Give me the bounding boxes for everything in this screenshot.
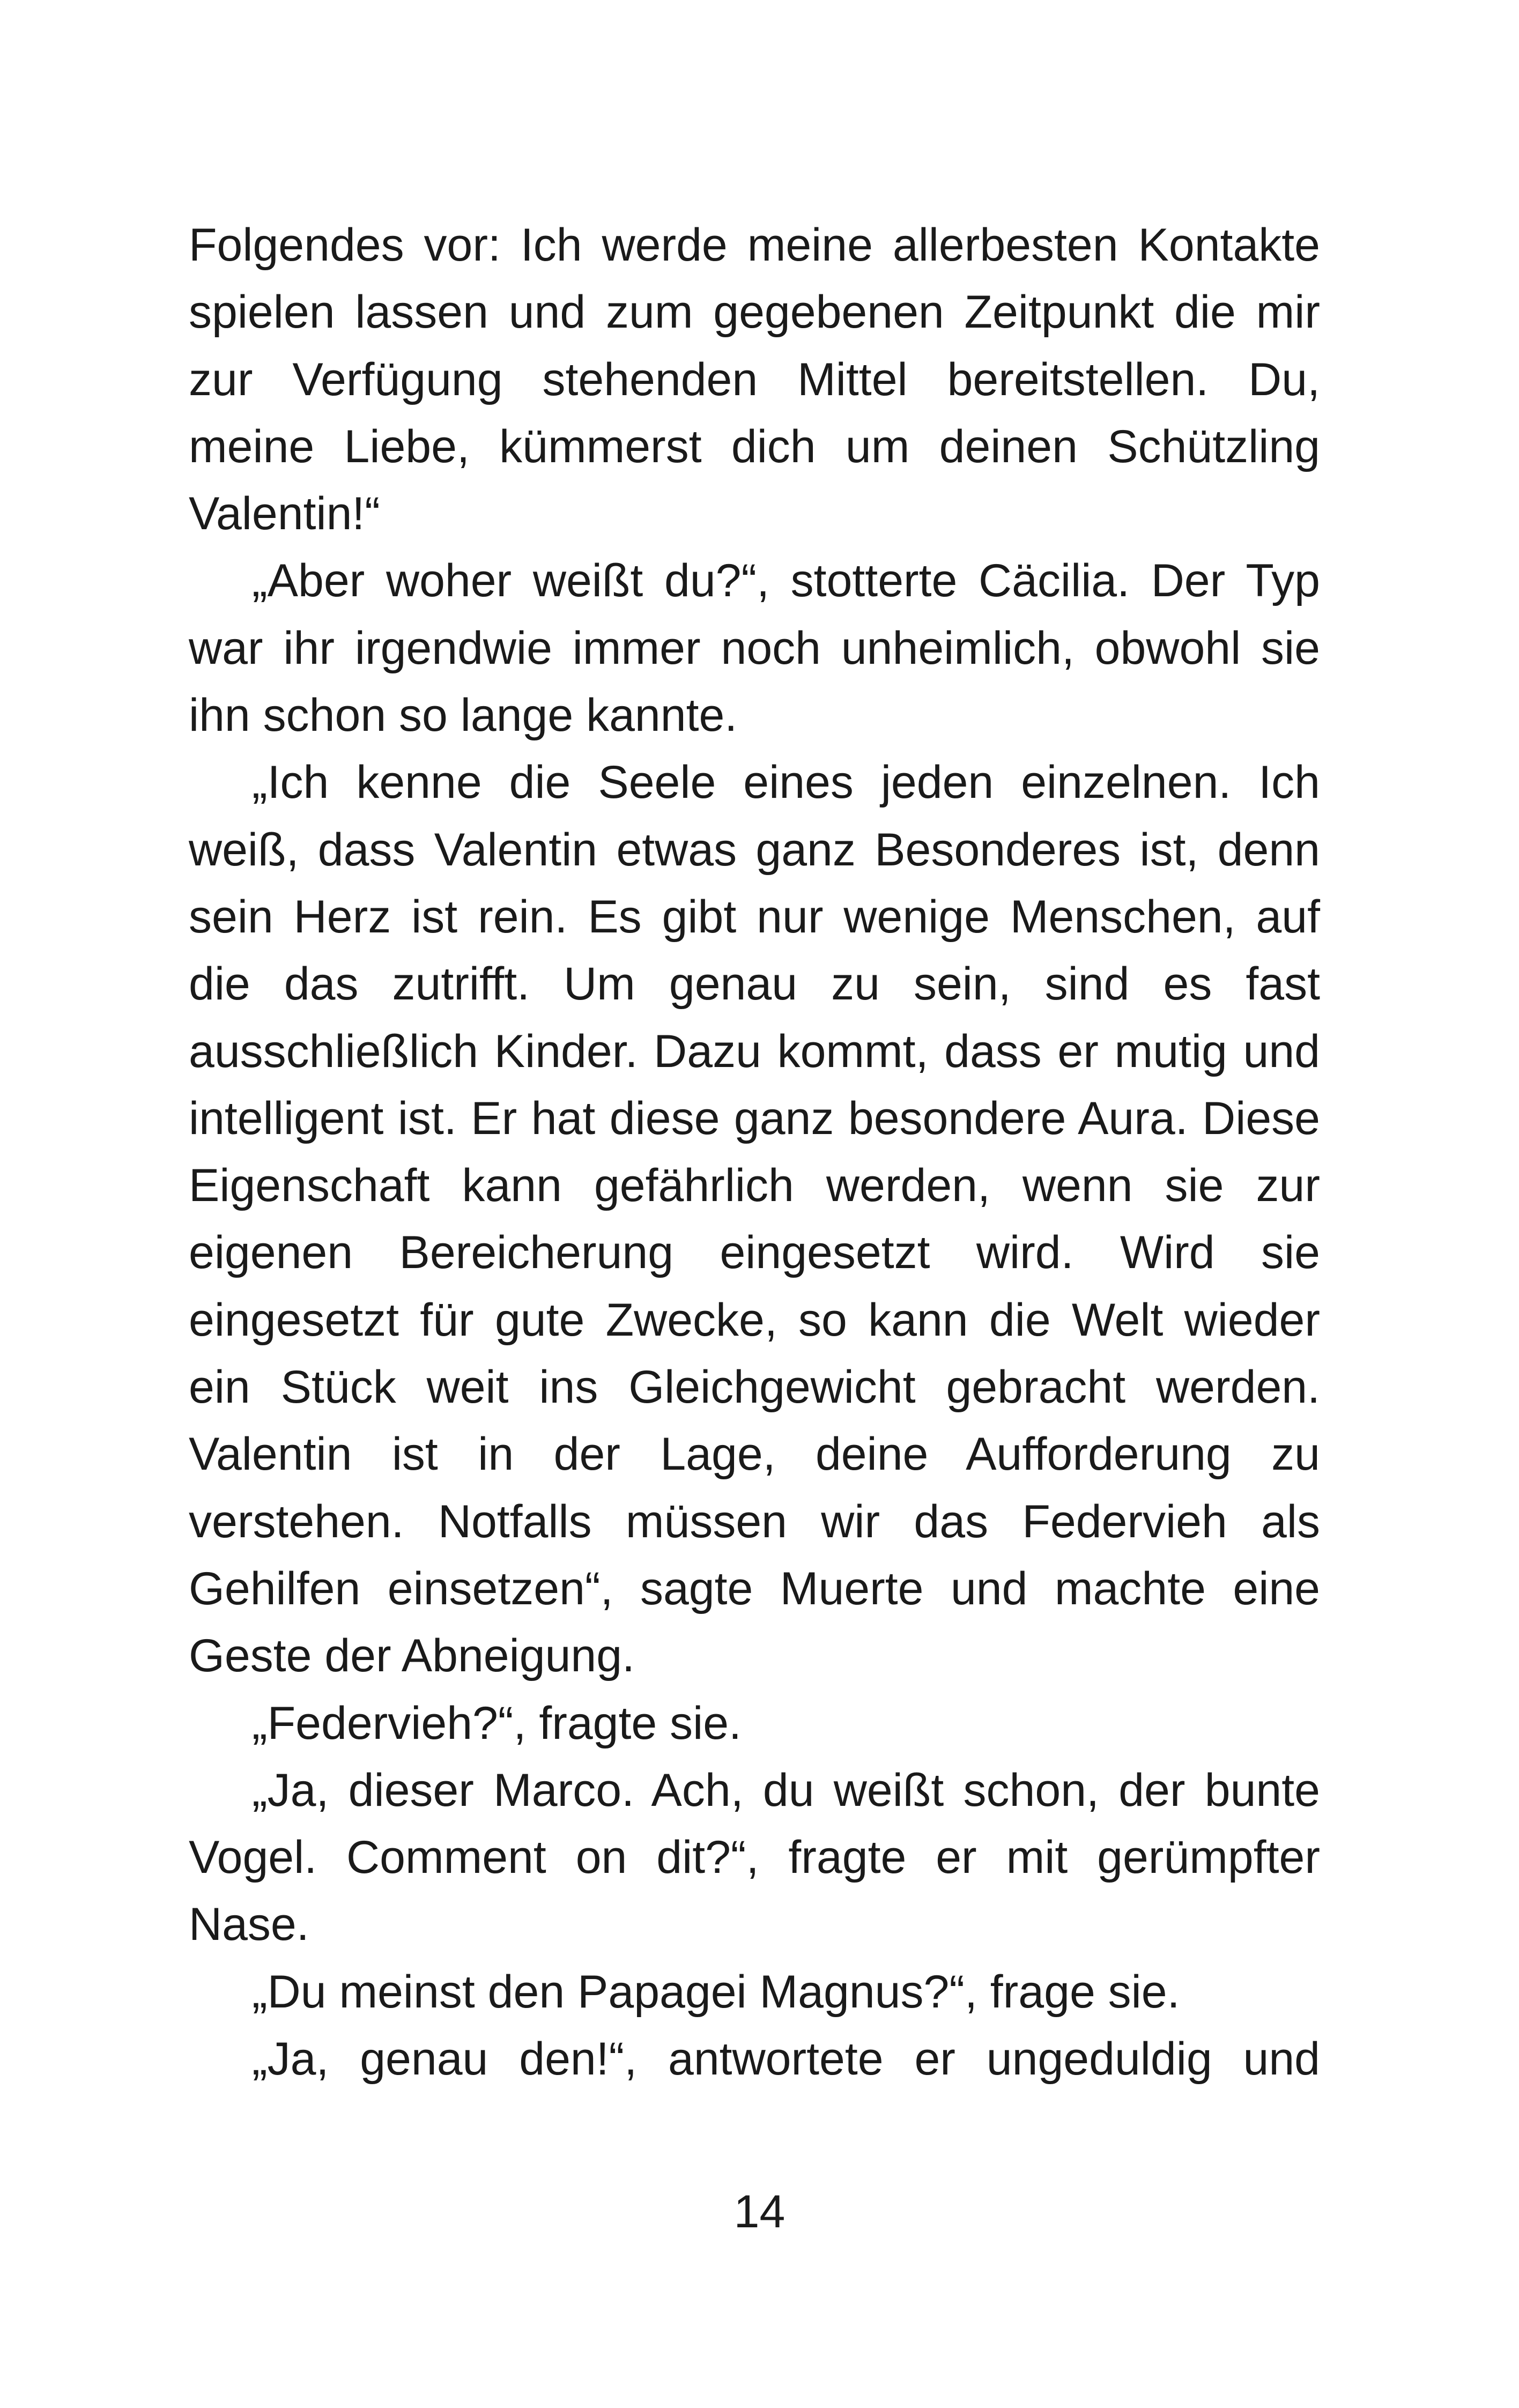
paragraph-2: „Aber woher weißt du?“, stotterte Cäcilia. Der Typ war ihr irgendwie immer noch unheimlich, obwohl sie ihn schon so lange kannte. [189, 555, 1320, 742]
paragraph-1: Folgendes vor: Ich werde meine allerbesten Kontakte spielen lassen und zum gegebenen Zeitpunkt die mir zur Verfügung stehenden Mittel bereitstellen. Du, meine Liebe, kümmerst dich um deinen Schützling Valentin!“ [189, 219, 1320, 540]
paragraph-4: „Federvieh?“, fragte sie. [252, 1697, 742, 1749]
paragraph-3: „Ich kenne die Seele eines jeden einzelnen. Ich weiß, dass Valentin etwas ganz Besonderes ist, denn sein Herz ist rein. Es gibt nur wenige Menschen, auf die das zutrifft. Um genau zu sein, sind es fast ausschließlich Kinder. Dazu kommt, dass er mutig und intelligent ist. Er hat diese ganz besondere Aura. Diese Eigenschaft kann gefährlich werden, wenn sie zur eigenen Bereicherung eingesetzt wird. Wird sie eingesetzt für gute Zwecke, so kann die Welt wieder ein Stück weit ins Gleichgewicht gebracht werden. Valentin ist in der Lage, deine Aufforderung zu verstehen. Notfalls müssen wir das Federvieh als Gehilfen einsetzen“, sagte Muerte und machte eine Geste der Abneigung. [189, 757, 1320, 1682]
paragraph-6: „Du meinst den Papagei Magnus?“, frage sie. [252, 1966, 1180, 2018]
paragraph-5: „Ja, dieser Marco. Ach, du weißt schon, der bunte Vogel. Comment on dit?“, fragte er mit gerümpfter Nase. [189, 1764, 1320, 1951]
page-number: 14 [733, 2186, 786, 2237]
paragraph-7: „Ja, genau den!“, antwortete er ungeduldig und [252, 2033, 1320, 2085]
body-text [189, 212, 1320, 2093]
